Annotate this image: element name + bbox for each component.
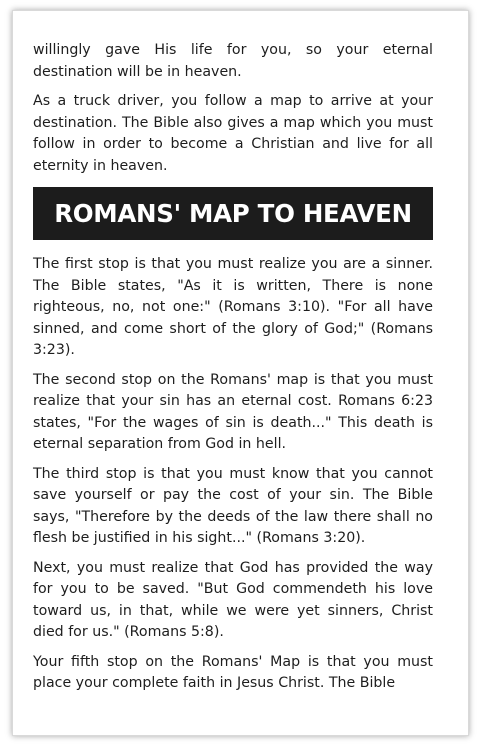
paragraph-truck-driver-map: As a truck driver, you follow a map to arrive at your destination. The Bible also gives a map which you must follow in order to become a Christian and live for all eternity in heaven. [33, 93, 433, 174]
paragraph-first-stop: The first stop is that you must realize you are a sinner. The Bible states, "As it is written, There is none righteous, no, not one:" (Romans 3:10). "For all have sinned, and come short of the glory of God;" (Romans 3:23). [33, 256, 433, 358]
paragraph-third-stop: The third stop is that you must know that you cannot save yourself or pay the cost of your sin. The Bible says, "Therefore by the deeds of the law there shall no flesh be justified in his sight..." (Romans 3:20). [33, 465, 433, 546]
page-content [33, 40, 433, 703]
section-heading-banner: ROMANS' MAP TO HEAVEN [33, 187, 433, 240]
paragraph-heaven-destination: willingly gave His life for you, so your eternal destination will be in heaven. [33, 42, 433, 80]
paragraph-second-stop: The second stop on the Romans' map is that you must realize that your sin has an eternal cost. Romans 6:23 states, "For the wages of sin is death..." This death is eternal separation from God in hell. [33, 371, 433, 452]
paragraph-fifth-stop: Your fifth stop on the Romans' Map is that you must place your complete faith in Jesus Christ. The Bible [33, 653, 433, 691]
paragraph-fourth-stop: Next, you must realize that God has provided the way for you to be saved. "But God commendeth his love toward us, in that, while we were yet sinners, Christ died for us." (Romans 5:8). [33, 559, 433, 640]
